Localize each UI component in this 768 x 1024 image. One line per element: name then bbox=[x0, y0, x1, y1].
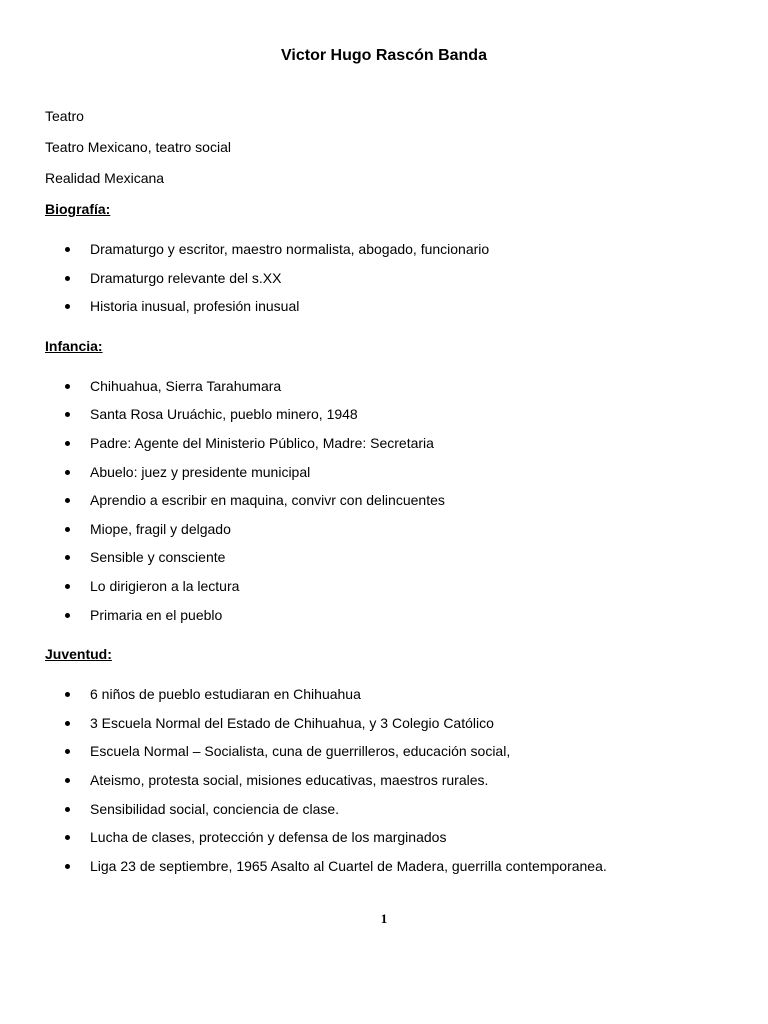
list-item-text: 6 niños de pueblo estudiaran en Chihuahua bbox=[90, 686, 361, 703]
bullet-icon bbox=[65, 749, 70, 754]
bullet-icon bbox=[65, 721, 70, 726]
list-item-text: Sensible y consciente bbox=[90, 549, 226, 566]
bullet-icon bbox=[65, 692, 70, 697]
list-item-text: Liga 23 de septiembre, 1965 Asalto al Cuartel de Madera, guerrilla contemporanea. bbox=[90, 857, 607, 874]
list-item-text: Miope, fragil y delgado bbox=[90, 520, 231, 537]
list-item-text: Dramaturgo y escritor, maestro normalista, abogado, funcionario bbox=[90, 241, 490, 257]
section-juventud bbox=[45, 645, 725, 885]
section-heading: Infancia: bbox=[45, 337, 103, 354]
list-item bbox=[45, 269, 725, 298]
intro-line: Teatro Mexicano, teatro social bbox=[45, 139, 231, 155]
list-item-text: Sensibilidad social, conciencia de clase. bbox=[90, 800, 340, 817]
list-item-text: 3 Escuela Normal del Estado de Chihuahua, y 3 Colegio Católico bbox=[90, 714, 494, 731]
list-item-text: Dramaturgo relevante del s.XX bbox=[90, 269, 282, 286]
page-number: 1 bbox=[380, 911, 388, 926]
section-biografia bbox=[45, 200, 725, 326]
list-item bbox=[45, 491, 725, 520]
list-item-text: Historia inusual, profesión inusual bbox=[90, 298, 300, 315]
list-item-text: Ateismo, protesta social, misiones educativas, maestros rurales. bbox=[90, 771, 489, 788]
document-title: Victor Hugo Rascón Banda bbox=[281, 47, 487, 64]
bullet-list bbox=[45, 685, 725, 885]
list-item bbox=[45, 240, 725, 269]
bullet-icon bbox=[65, 807, 70, 812]
list-item bbox=[45, 714, 725, 743]
list-item bbox=[45, 577, 725, 606]
list-item bbox=[45, 828, 725, 857]
intro-line: Teatro bbox=[45, 108, 84, 124]
list-item-text: Abuelo: juez y presidente municipal bbox=[90, 463, 311, 480]
bullet-icon bbox=[65, 584, 70, 589]
list-item bbox=[45, 857, 725, 886]
bullet-icon bbox=[65, 470, 70, 475]
bullet-icon bbox=[65, 498, 70, 503]
bullet-list bbox=[45, 377, 725, 634]
list-item-text: Lucha de clases, protección y defensa de los marginados bbox=[90, 829, 447, 846]
list-item bbox=[45, 606, 725, 635]
list-item bbox=[45, 800, 725, 829]
section-heading: Juventud: bbox=[45, 646, 112, 663]
bullet-icon bbox=[65, 412, 70, 417]
list-item bbox=[45, 771, 725, 800]
list-item bbox=[45, 520, 725, 549]
list-item bbox=[45, 405, 725, 434]
list-item bbox=[45, 377, 725, 406]
list-item-text: Padre: Agente del Ministerio Público, Madre: Secretaria bbox=[90, 434, 434, 451]
list-item-text: Lo dirigieron a la lectura bbox=[90, 577, 240, 594]
list-item-text: Chihuahua, Sierra Tarahumara bbox=[90, 377, 282, 394]
list-item bbox=[45, 297, 725, 326]
list-item bbox=[45, 463, 725, 492]
bullet-list bbox=[45, 240, 725, 326]
list-item bbox=[45, 742, 725, 771]
bullet-icon bbox=[65, 441, 70, 446]
list-item-text: Escuela Normal – Socialista, cuna de guerrilleros, educación social, bbox=[90, 743, 511, 760]
bullet-icon bbox=[65, 835, 70, 840]
bullet-icon bbox=[65, 384, 70, 389]
list-item-text: Primaria en el pueblo bbox=[90, 606, 223, 623]
bullet-icon bbox=[65, 527, 70, 532]
list-item-text: Aprendio a escribir en maquina, convivr con delincuentes bbox=[90, 492, 445, 509]
section-heading: Biografía: bbox=[45, 201, 111, 217]
bullet-icon bbox=[65, 778, 70, 783]
bullet-icon bbox=[65, 555, 70, 560]
list-item bbox=[45, 685, 725, 714]
bullet-icon bbox=[65, 276, 70, 281]
bullet-icon bbox=[65, 304, 70, 309]
list-item bbox=[45, 434, 725, 463]
section-infancia bbox=[45, 337, 725, 634]
document-body bbox=[45, 107, 725, 885]
intro-line: Realidad Mexicana bbox=[45, 170, 165, 186]
list-item-text: Santa Rosa Uruáchic, pueblo minero, 1948 bbox=[90, 406, 358, 423]
list-item bbox=[45, 548, 725, 577]
bullet-icon bbox=[65, 864, 70, 869]
bullet-icon bbox=[65, 613, 70, 618]
bullet-icon bbox=[65, 247, 70, 252]
